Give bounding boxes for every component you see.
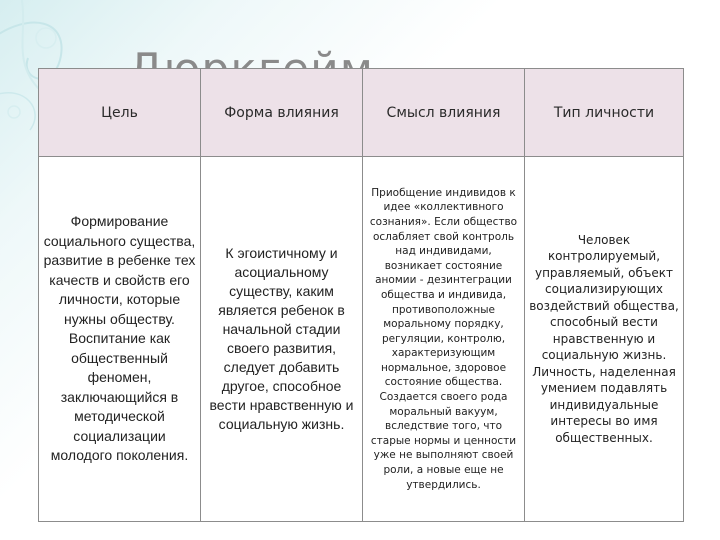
cell-form: К эгоистичному и асоциальному существу, каким является ребенок в начальной стадии своего развития, следует добавить другое, способное вести нравственную и социальную жизнь. <box>201 157 363 522</box>
cell-goal: Формирование социального существа, развитие в ребенке тех качеств и свойств его личности, которые нужны обществу. Воспитание как общественный феномен, заключающийся в методической социализации молодого поколения. <box>39 157 201 522</box>
durkheim-table <box>38 68 684 522</box>
column-header-goal: Цель <box>39 69 201 157</box>
table-row <box>39 157 684 522</box>
table-header-row <box>39 69 684 157</box>
cell-meaning: Приобщение индивидов к идее «коллективного сознания». Если общество ослабляет свой контроль над индивидами, возникает состояние аномии - дезинтеграции общества и индивида, противоположные моральному порядку, регуляции, контролю, характеризующим нормальное, здоровое состояние общества. Создается своего рода моральный вакуум, вследствие того, что старые нормы и ценности уже не выполняют своей роли, а новые еще не утвердились. <box>363 157 525 522</box>
column-header-form: Форма влияния <box>201 69 363 157</box>
column-header-meaning: Смысл влияния <box>363 69 525 157</box>
cell-personality: Человек контролируемый, управляемый, объект социализирующих воздействий общества, способный вести нравственную и социальную жизнь. Личность, наделенная умением подавлять индивидуальные интересы во имя общественных. <box>525 157 684 522</box>
column-header-personality: Тип личности <box>525 69 684 157</box>
